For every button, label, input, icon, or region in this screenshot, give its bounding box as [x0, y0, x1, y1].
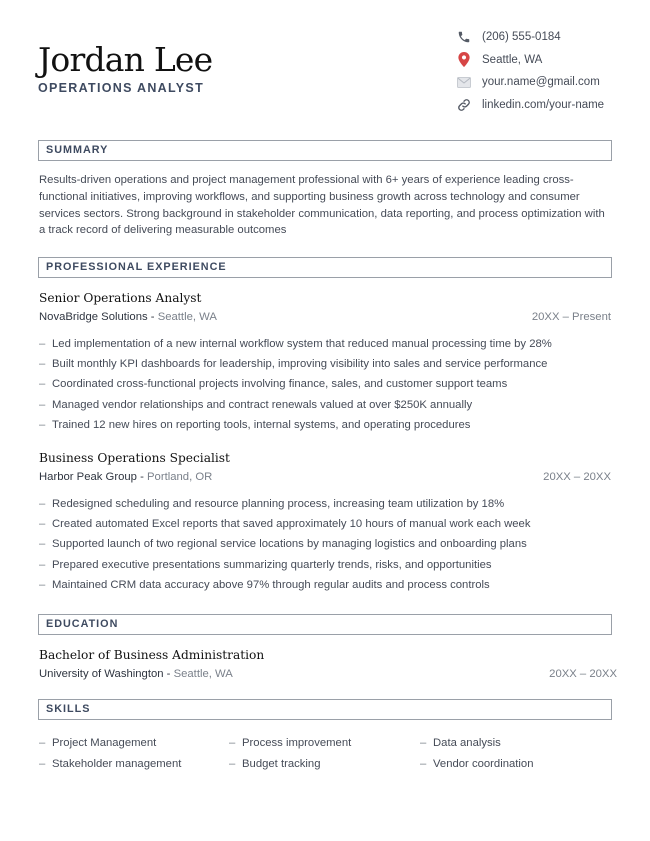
summary-text: Results-driven operations and project management professional with 6+ years of experience leading cross-functional initiatives, improving workflows, and supporting business growth across technology and consumer services sectors. Strong background in stakeholder communication, data reporting, and process optimization with a track record of delivering measurable outcomes — [39, 174, 605, 237]
contact-phone-text[interactable]: (206) 555-0184 — [482, 31, 561, 44]
job-location: Portland, OR — [147, 471, 213, 483]
bullet-text: Redesigned scheduling and resource planning process, increasing team utilization by 18% — [52, 498, 505, 510]
bullet-dash: – — [39, 558, 46, 571]
job-company: Harbor Peak Group — [39, 471, 137, 483]
bullet-dash: – — [39, 578, 46, 591]
contact-location-text: Seattle, WA — [482, 53, 543, 66]
bullet-dash: – — [39, 418, 46, 431]
bullet-dash: – — [420, 737, 427, 749]
bullet-dash: – — [39, 338, 46, 350]
bullet-dash: – — [39, 538, 46, 551]
bullet-dash: – — [39, 398, 46, 411]
phone-icon — [455, 28, 473, 46]
bullet-text: Coordinated cross-functional projects involving finance, sales, and customer support teams — [52, 378, 508, 391]
list-item — [39, 374, 613, 394]
school-name: University of Washington — [39, 668, 164, 680]
skill-text: Vendor coordination — [433, 758, 534, 770]
candidate-role: OPERATIONS ANALYST — [38, 81, 205, 95]
contact-email — [455, 71, 604, 94]
bullet-dash: – — [229, 737, 236, 749]
job-title: Senior Operations Analyst — [39, 291, 202, 305]
bullet-dash: – — [229, 758, 236, 770]
bullet-text: Created automated Excel reports that saved approximately 10 hours of manual work each week — [52, 518, 531, 531]
bullet-text: Prepared executive presentations summarizing quarterly trends, risks, and opportunities — [52, 558, 492, 571]
skill-text: Process improvement — [242, 737, 352, 749]
list-item — [39, 514, 613, 534]
contact-linkedin-text[interactable]: linkedin.com/your-name — [482, 98, 605, 111]
contact-location — [455, 49, 604, 72]
skill-item — [39, 754, 229, 775]
skill-text: Data analysis — [433, 737, 501, 749]
skill-item — [229, 754, 420, 775]
bullet-text: Led implementation of a new internal workflow system that reduced manual processing time by 28% — [52, 338, 552, 350]
bullet-dash: – — [420, 758, 427, 770]
school-line — [39, 668, 233, 680]
email-icon — [455, 73, 473, 91]
section-header-skills: SKILLS — [38, 699, 612, 720]
list-item — [39, 575, 613, 595]
list-item — [39, 494, 613, 514]
location-pin-icon — [455, 51, 473, 69]
bullet-text: Maintained CRM data accuracy above 97% through regular audits and process controls — [52, 578, 490, 591]
skill-text: Stakeholder management — [52, 758, 182, 770]
skill-item — [39, 733, 229, 754]
bullet-dash: – — [39, 358, 46, 371]
list-item — [39, 354, 613, 374]
list-item — [39, 395, 613, 415]
contact-linkedin — [455, 94, 604, 117]
list-item — [39, 334, 613, 354]
degree-title: Bachelor of Business Administration — [39, 648, 265, 662]
bullet-dash: – — [39, 378, 46, 391]
job-company-line — [39, 311, 217, 323]
school-separator: - — [163, 668, 174, 680]
skill-item — [229, 733, 420, 754]
job-dates: 20XX – 20XX — [543, 471, 611, 483]
contact-list — [455, 26, 604, 116]
bullet-text: Built monthly KPI dashboards for leadership, improving visibility into sales and service performance — [52, 358, 548, 371]
candidate-name: Jordan Lee — [38, 40, 213, 79]
bullet-dash: – — [39, 737, 46, 749]
bullet-dash: – — [39, 518, 46, 531]
bullet-text: Managed vendor relationships and contract renewals valued at over $250K annually — [52, 398, 473, 411]
job-dates: 20XX – Present — [531, 311, 611, 323]
skill-item — [420, 733, 613, 754]
list-item — [39, 534, 613, 554]
job-bullets — [39, 334, 613, 435]
bullet-dash: – — [39, 498, 46, 510]
skills-grid — [39, 733, 613, 775]
bullet-dash: – — [39, 758, 46, 770]
job-separator: - — [147, 311, 158, 323]
school-location: Seattle, WA — [173, 668, 233, 680]
section-header-experience: PROFESSIONAL EXPERIENCE — [38, 257, 612, 278]
bullet-text: Trained 12 new hires on reporting tools, internal systems, and operating procedures — [52, 418, 471, 431]
job-bullets — [39, 494, 613, 595]
job-separator: - — [136, 471, 148, 483]
section-header-summary: SUMMARY — [38, 140, 612, 161]
job-company-line — [39, 471, 212, 483]
job-company: NovaBridge Solutions — [39, 311, 148, 323]
contact-email-text[interactable]: your.name@gmail.com — [482, 76, 600, 89]
skill-item — [420, 754, 613, 775]
job-location: Seattle, WA — [157, 311, 217, 323]
job-title: Business Operations Specialist — [39, 451, 230, 465]
education-dates: 20XX – 20XX — [549, 668, 617, 680]
skill-text: Project Management — [52, 737, 157, 749]
list-item — [39, 415, 613, 435]
contact-phone — [455, 26, 604, 49]
list-item — [39, 555, 613, 575]
bullet-text: Supported launch of two regional service locations by managing logistics and onboarding plans — [52, 538, 527, 551]
link-icon — [455, 96, 473, 114]
section-header-education: EDUCATION — [38, 614, 612, 635]
skill-text: Budget tracking — [242, 758, 321, 770]
